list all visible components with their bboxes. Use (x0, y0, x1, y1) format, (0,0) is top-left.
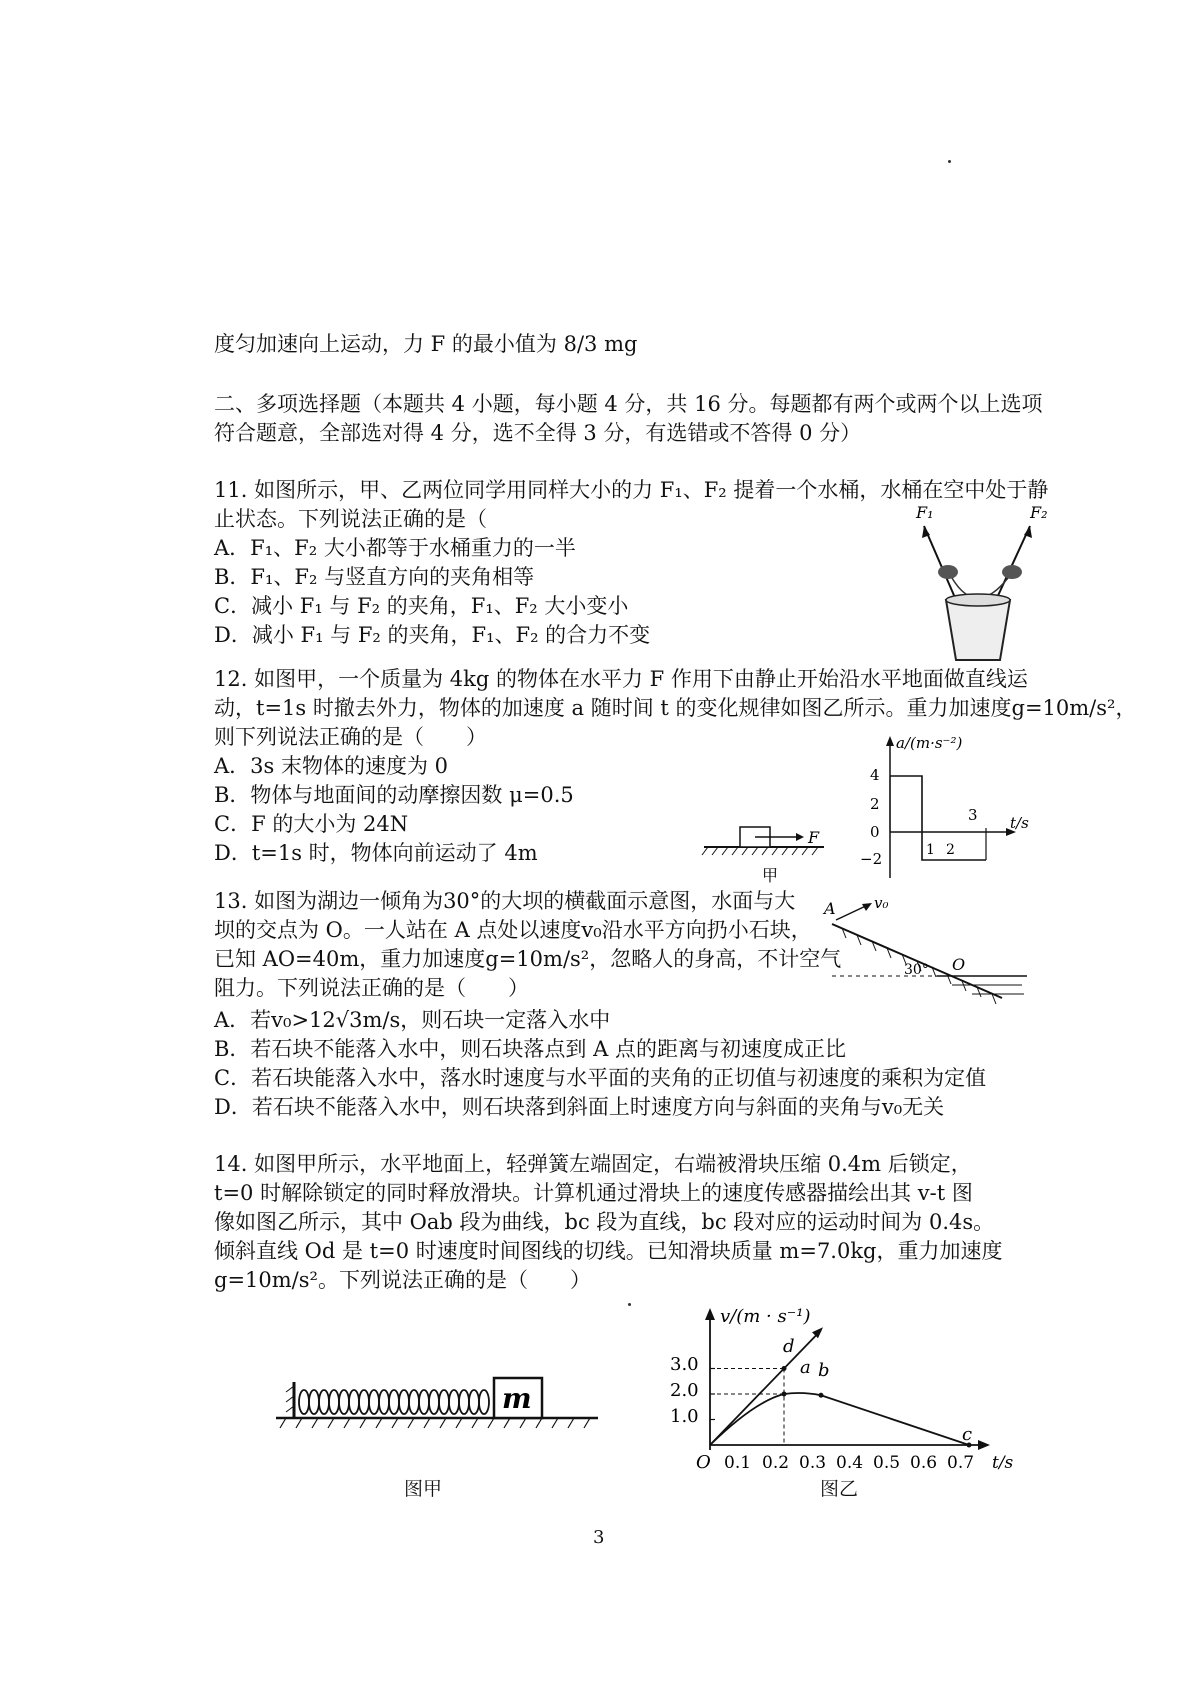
q12-stem-line2: 动，t=1s 时撤去外力，物体的加速度 a 随时间 t 的变化规律如图乙所示。重力加速度g=10m/s²， (214, 696, 1137, 720)
angle-label: 30° (904, 962, 929, 978)
point-o-label: O (952, 955, 966, 974)
y-axis-label: v/(m · s⁻¹) (720, 1306, 811, 1327)
x-axis-label: t/s (992, 1453, 1014, 1473)
x-tick-label: 0.1 (724, 1453, 752, 1473)
scan-speck (628, 1303, 631, 1306)
y-tick-label: 2 (870, 795, 880, 813)
q13-option-c: C．若石块能落入水中，落水时速度与水平面的夹角的正切值与初速度的乘积为定值 (214, 1066, 987, 1090)
q14-fig-caption-yi: 图乙 (820, 1478, 859, 1500)
point-b-marker (819, 1393, 824, 1398)
x-tick-label: 0.2 (762, 1453, 790, 1473)
x-axis-label: t/s (1010, 814, 1029, 832)
q12-acceleration-chart (850, 730, 1040, 880)
q14-spring-figure (272, 1360, 602, 1460)
x-tick-label: 3 (968, 806, 978, 824)
point-d-marker (782, 1366, 787, 1371)
v0-label: v₀ (874, 894, 889, 912)
q14-stem-line3: 像如图乙所示，其中 Oab 段为曲线，bc 段为直线，bc 段对应的运动时间为 0.4s。 (214, 1210, 995, 1234)
point-c-label: c (962, 1424, 973, 1445)
q12-stem-line1: 12. 如图甲，一个质量为 4kg 的物体在水平力 F 作用下由静止开始沿水平地面做直线运 (214, 667, 1028, 691)
q11-option-d: D．减小 F₁ 与 F₂ 的夹角，F₁、F₂ 的合力不变 (214, 623, 651, 647)
x-tick-label: 0.5 (873, 1453, 901, 1473)
q12-force-label: F (808, 828, 820, 847)
q13-stem-line4: 阻力。下列说法正确的是（ ） (214, 976, 529, 1000)
segment-label: 2 (946, 842, 955, 858)
q11-f1-label: F₁ (916, 503, 934, 522)
q11-stem-line2: 止状态。下列说法正确的是（ (214, 507, 487, 531)
q11-f1-arrow (924, 526, 956, 600)
q13-dam-figure (812, 890, 1042, 1020)
y-tick-label: 3.0 (670, 1354, 699, 1375)
q12-option-a: A．3s 末物体的速度为 0 (214, 754, 449, 778)
q12-option-c: C．F 的大小为 24N (214, 812, 409, 836)
q14-stem-line4: 倾斜直线 Od 是 t=0 时速度时间图线的切线。已知滑块质量 m=7.0kg，重力加速度 (214, 1239, 1003, 1263)
y-tick-label: 4 (870, 766, 880, 784)
q14-stem-line2: t=0 时解除锁定的同时释放滑块。计算机通过滑块上的速度传感器描绘出其 v-t 图 (214, 1181, 973, 1205)
section-heading-line2: 符合题意，全部选对得 4 分，选不全得 3 分，有选错或不答得 0 分） (214, 421, 862, 445)
q12-option-b: B．物体与地面间的动摩擦因数 μ=0.5 (214, 783, 574, 807)
q11-option-b: B．F₁、F₂ 与竖直方向的夹角相等 (214, 565, 535, 589)
q13-stem-line1: 13. 如图为湖边一倾角为30°的大坝的横截面示意图，水面与大 (214, 889, 796, 913)
velocity-curve (710, 1393, 969, 1445)
origin-label: O (696, 1452, 711, 1473)
point-d-label: d (783, 1336, 795, 1357)
hand-right-icon (1002, 565, 1022, 579)
q13-stem-line2: 坝的交点为 O。一人站在 A 点处以速度v₀沿水平方向扔小石块， (214, 918, 812, 942)
previous-question-tail: 度匀加速向上运动，力 F 的最小值为 8/3 mg (214, 332, 638, 356)
hand-left-icon (938, 565, 958, 579)
q13-option-b: B．若石块不能落入水中，则石块落点到 A 点的距离与初速度成正比 (214, 1037, 846, 1061)
q11-option-c: C．减小 F₁ 与 F₂ 的夹角，F₁、F₂ 大小变小 (214, 594, 629, 618)
point-a-label: a (800, 1357, 811, 1378)
point-b-label: b (818, 1360, 830, 1381)
q12-block-figure (700, 815, 840, 885)
q11-f2-arrow (996, 526, 1030, 600)
y-tick-label: 1.0 (670, 1406, 699, 1427)
y-axis-label: a/(m·s⁻²) (896, 734, 963, 752)
bucket-icon (946, 600, 1010, 660)
q11-option-a: A．F₁、F₂ 大小都等于水桶重力的一半 (214, 536, 576, 560)
q12-stem-line3: 则下列说法正确的是（ ） (214, 725, 487, 749)
q14-stem-line5: g=10m/s²。下列说法正确的是（ ） (214, 1268, 591, 1292)
page-number: 3 (593, 1527, 605, 1548)
q13-option-d: D．若石块不能落入水中，则石块落到斜面上时速度方向与斜面的夹角与v₀无关 (214, 1095, 945, 1119)
arrowhead-icon (886, 736, 894, 746)
q14-velocity-chart (640, 1300, 1040, 1480)
arrowhead-icon (705, 1308, 715, 1320)
point-a-marker (782, 1392, 787, 1397)
y-tick-label: 0 (870, 823, 880, 841)
point-a-label: A (824, 899, 836, 918)
q12-option-d: D．t=1s 时，物体向前运动了 4m (214, 841, 538, 865)
x-tick-label: 0.6 (910, 1453, 938, 1473)
q14-stem-line1: 14. 如图甲所示，水平地面上，轻弹簧左端固定，右端被滑块压缩 0.4m 后锁定， (214, 1152, 972, 1176)
scan-speck (948, 160, 951, 163)
x-tick-label: 0.4 (836, 1453, 864, 1473)
spring-icon (299, 1390, 489, 1414)
arrowhead-icon (978, 1440, 990, 1450)
q11-stem-line1: 11. 如图所示，甲、乙两位同学用同样大小的力 F₁、F₂ 提着一个水桶，水桶在空中处于静 (214, 478, 1049, 502)
q11-f2-label: F₂ (1030, 503, 1048, 522)
arrowhead-icon (796, 833, 804, 841)
block-mass-label: m (502, 1382, 532, 1415)
q14-fig-caption-jia: 图甲 (404, 1478, 443, 1500)
q13-option-a: A．若v₀>12√3m/s，则石块一定落入水中 (214, 1008, 611, 1032)
segment-label: 1 (926, 842, 935, 858)
section-heading-line1: 二、多项选择题（本题共 4 小题，每小题 4 分，共 16 分。每题都有两个或两个以上选项 (214, 392, 1043, 416)
y-tick-label: 2.0 (670, 1380, 699, 1401)
tangent-line-od (710, 1330, 821, 1445)
x-tick-label: 0.3 (799, 1453, 827, 1473)
y-tick-label: −2 (860, 850, 883, 868)
x-tick-label: 0.7 (947, 1453, 975, 1473)
q12-fig-caption-jia: 甲 (762, 866, 779, 885)
q11-bucket-figure (900, 500, 1060, 670)
q13-stem-line3: 已知 AO=40m，重力加速度g=10m/s²，忽略人的身高，不计空气 (214, 947, 842, 971)
